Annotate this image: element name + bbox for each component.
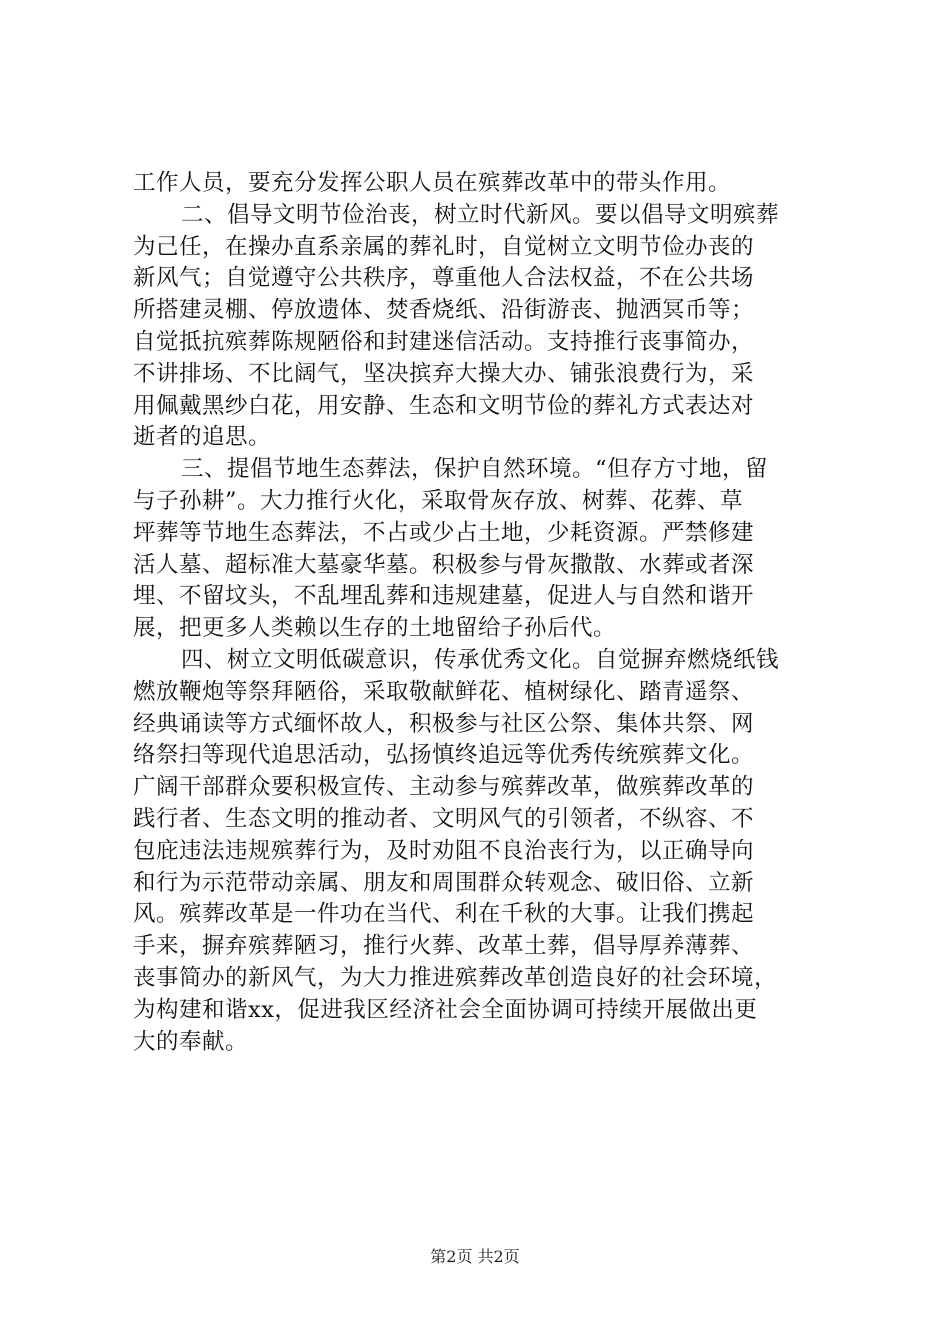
text-line: 经典诵读等方式缅怀故人，积极参与社区公祭、集体共祭、网 <box>133 710 755 737</box>
text-line: 丧事简办的新风气，为大力推进殡葬改革创造良好的社会环境， <box>133 964 778 991</box>
text-line: 络祭扫等现代追思活动，弘扬慎终追远等优秀传统殡葬文化。 <box>133 742 755 769</box>
text-line: 坪葬等节地生态葬法，不占或少占土地，少耗资源。严禁修建 <box>133 519 755 546</box>
text-line: 不讲排场、不比阔气，坚决摈弃大操大办、铺张浪费行为，采 <box>133 360 755 387</box>
text-line: 展，把更多人类赖以生存的土地留给子孙后代。 <box>133 615 617 642</box>
text-line: 自觉抵抗殡葬陈规陋俗和封建迷信活动。支持推行丧事简办， <box>133 328 755 355</box>
text-line: 四、树立文明低碳意识，传承优秀文化。自觉摒弃燃烧纸钱 <box>181 646 780 673</box>
paragraph-2 <box>133 200 818 454</box>
paragraph-1 <box>133 168 818 200</box>
page-footer <box>0 1247 950 1267</box>
text-line: 工作人员，要充分发挥公职人员在殡葬改革中的带头作用。 <box>133 170 732 196</box>
text-line: 逝者的追思。 <box>133 424 272 451</box>
page-number: 第2页 共2页 <box>430 1247 520 1266</box>
text-line: 大的奉献。 <box>133 1028 249 1055</box>
text-line: 风。殡葬改革是一件功在当代、利在千秋的大事。让我们携起 <box>133 901 755 928</box>
paragraph-4 <box>133 645 818 1058</box>
text-line: 手来，摒弃殡葬陋习，推行火葬、改革土葬，倡导厚养薄葬、 <box>133 933 755 960</box>
text-line: 为构建和谐xx，促进我区经济社会全面协调可持续开展做出更 <box>133 996 758 1023</box>
text-line: 埋、不留坟头，不乱埋乱葬和违规建墓，促进人与自然和谐开 <box>133 583 755 610</box>
text-line: 所搭建灵棚、停放遗体、焚香烧纸、沿街游丧、抛洒冥币等； <box>133 297 755 324</box>
text-line: 与子孙耕”。大力推行火化，采取骨灰存放、树葬、花葬、草 <box>133 487 744 514</box>
text-line: 燃放鞭炮等祭拜陋俗，采取敬献鲜花、植树绿化、踏青遥祭、 <box>133 678 755 705</box>
text-line: 包庇违法违规殡葬行为，及时劝阻不良治丧行为，以正确导向 <box>133 837 755 864</box>
text-line: 和行为示范带动亲属、朋友和周围群众转观念、破旧俗、立新 <box>133 869 755 896</box>
text-line: 广阔干部群众要积极宣传、主动参与殡葬改革，做殡葬改革的 <box>133 774 755 801</box>
text-line: 践行者、生态文明的推动者、文明风气的引领者，不纵容、不 <box>133 805 755 832</box>
document-body <box>133 168 818 1058</box>
text-line: 活人墓、超标准大墓豪华墓。积极参与骨灰撒散、水葬或者深 <box>133 551 755 578</box>
text-line: 三、提倡节地生态葬法，保护自然环境。“但存方寸地，留 <box>181 456 769 483</box>
text-line: 为己任，在操办直系亲属的葬礼时，自觉树立文明节俭办丧的 <box>133 233 755 260</box>
text-line: 用佩戴黑纱白花，用安静、生态和文明节俭的葬礼方式表达对 <box>133 392 755 419</box>
text-line: 二、倡导文明节俭治丧，树立时代新风。要以倡导文明殡葬 <box>181 201 780 228</box>
paragraph-3 <box>133 454 818 645</box>
text-line: 新风气；自觉遵守公共秩序，尊重他人合法权益，不在公共场 <box>133 265 755 292</box>
